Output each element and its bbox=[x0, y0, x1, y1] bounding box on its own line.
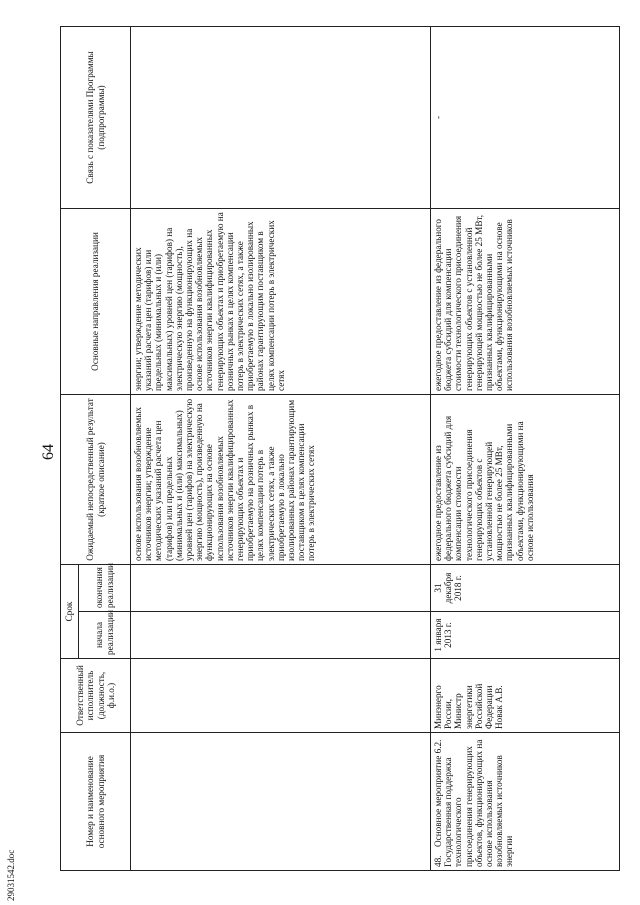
page-number: 64 bbox=[40, 444, 57, 460]
table-row bbox=[131, 27, 431, 871]
header-executor: Ответственный исполнитель (должность, ф.и.о.) bbox=[61, 659, 131, 733]
cell-end bbox=[131, 565, 431, 612]
cell-executor bbox=[131, 659, 431, 733]
cell-link bbox=[131, 27, 431, 209]
row-number: 48. bbox=[433, 855, 443, 867]
table-row bbox=[431, 27, 620, 871]
cell-link: - bbox=[431, 27, 620, 209]
header-term-start: начала реализации bbox=[79, 612, 131, 659]
header-directions: Основные направления реализации bbox=[61, 209, 131, 395]
measure-name: Основное мероприятие 6.2. Государственная поддержка технологического присоединения генерирующих объектов, функционирующих на основе использования возобновляемых источников энергии bbox=[433, 739, 515, 867]
header-result: Ожидаемый непосредственный результат (краткое описание) bbox=[61, 395, 131, 565]
cell-directions: энергии; утверждение методических указаний расчета цен (тарифов) или предельных (минимальных и (или) максимальных) уровней цен (тарифов) на электрическую энергию (мощность), произведенную на функционирующих на основе использования возобновляемых источников энергии квалифицированных генерирующих объектах и приобретаемую на розничных рынках в целях компенсации потерь в электрических сетях, а также приобретаемую в локально изолированных районах гарантирующим поставщиком в целях компенсации потерь в электрических сетях bbox=[131, 209, 431, 395]
cell-result: основе использования возобновляемых источников энергии; утверждение методических указаний расчета цен (тарифов) или предельных (минимальных и (или) максимальных) уровней цен (тарифов) на электрическую энергию (мощность), произведенную на функционирующих на основе использования возобновляемых источников энергии квалифицированных генерирующих объектах и приобретаемую на розничных рынках в целях компенсации потерь в электрических сетях, а также приобретаемую в локально изолированных районах гарантирующим поставщиком в целях компенсации потерь в электрических сетях bbox=[131, 395, 431, 565]
header-term: Срок bbox=[61, 565, 79, 659]
measures-table bbox=[60, 26, 620, 871]
cell-end: 31 декабря 2018 г. bbox=[431, 565, 620, 612]
cell-start bbox=[131, 612, 431, 659]
cell-measure bbox=[131, 733, 431, 871]
header-measure: Номер и наименование основного мероприятия bbox=[61, 733, 131, 871]
header-term-end: окончания реализации bbox=[79, 565, 131, 612]
cell-result: ежегодное предоставление из федерального бюджета субсидий для компенсации стоимости технологического присоединения генерирующих объектов с установленной генерирующей мощностью не более 25 МВт, признанных квалифицированными объектами, функционирующими на основе использования bbox=[431, 395, 620, 565]
cell-directions: ежегодное предоставление из федерального бюджета субсидий для компенсации стоимости технологического присоединения генерирующих объектов с установленной генерирующей мощностью не более 25 МВт, признанных квалифицированными объектами, функционирующими на основе использования возобновляемых источников bbox=[431, 209, 620, 395]
cell-measure bbox=[431, 733, 620, 871]
header-link: Связь с показателями Программы (подпрограммы) bbox=[61, 27, 131, 209]
cell-start: 1 января 2013 г. bbox=[431, 612, 620, 659]
cell-executor: Минэнерго России, Министр энергетики Российской Федерации Новак А.В. bbox=[431, 659, 620, 733]
document-id: 29031542.doc bbox=[6, 849, 16, 901]
